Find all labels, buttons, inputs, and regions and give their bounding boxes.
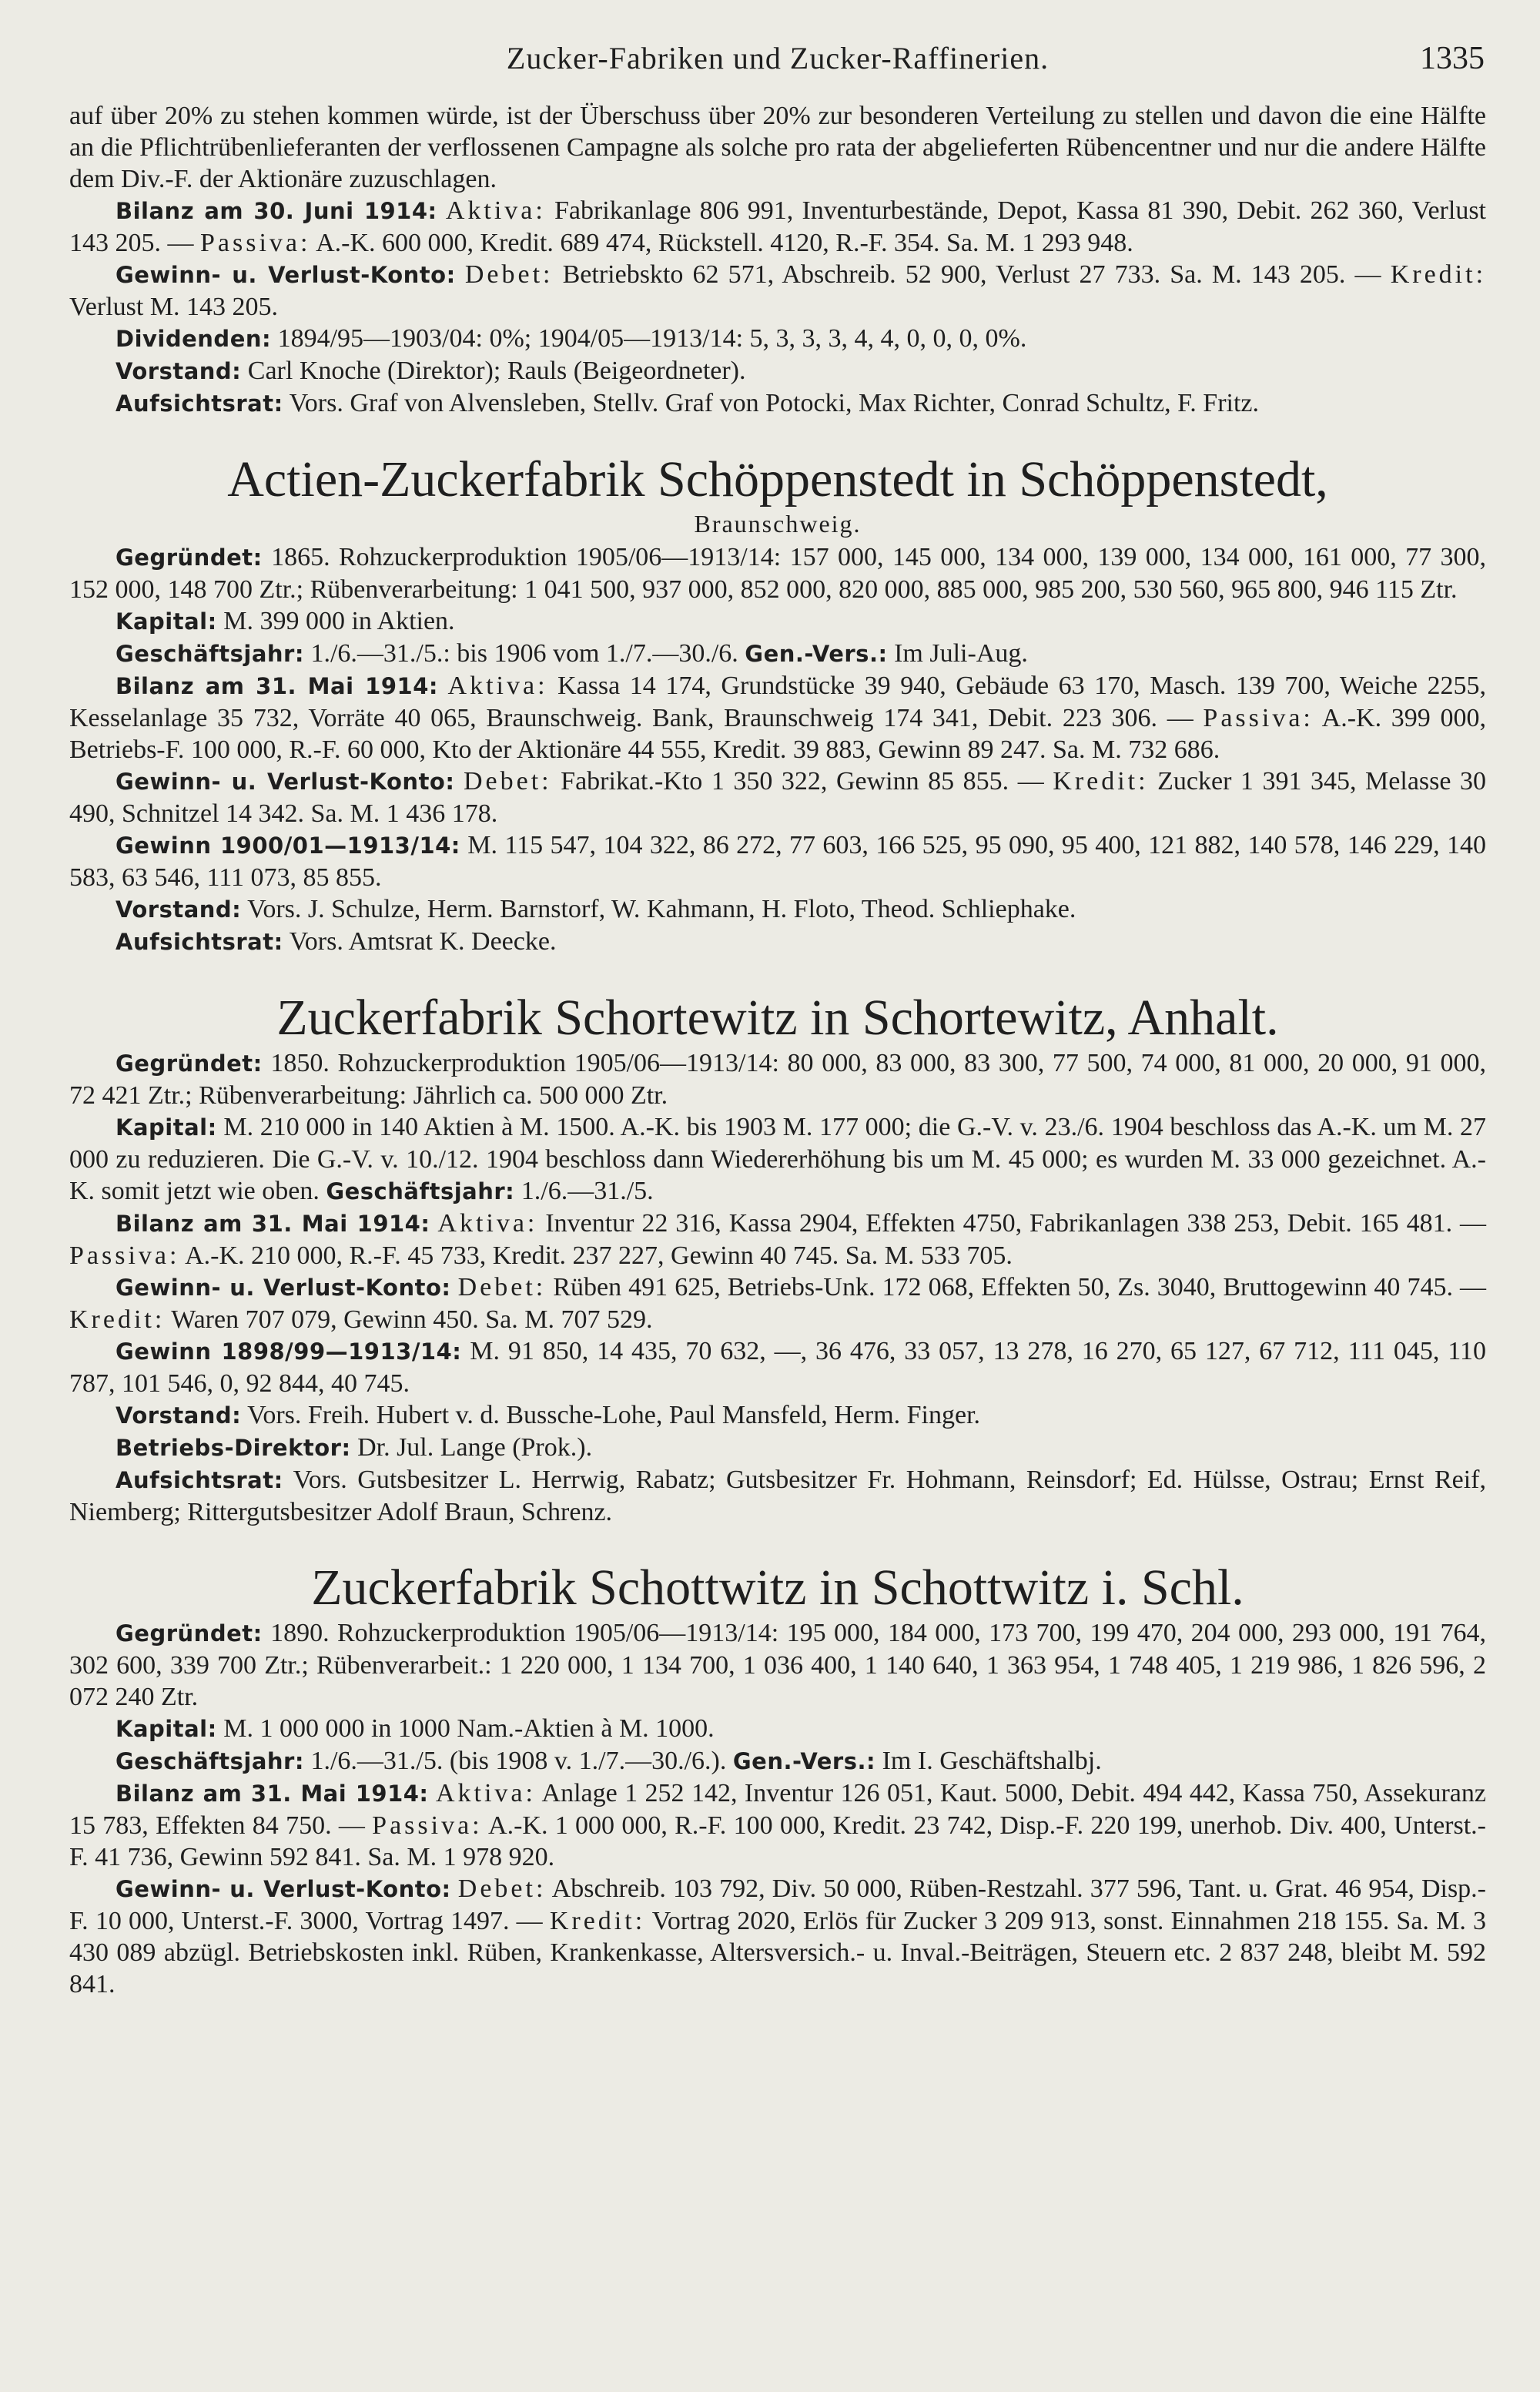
vorstand-label: Vorstand: [116,896,242,923]
running-title: Zucker-Fabriken und Zucker-Raffinerien. [506,41,1050,75]
kapital-label: Kapital: [116,1716,217,1742]
gegruendet-values: 1890. Rohzuckerproduktion 1905/06—1913/14: 195 000, 184 000, 173 700, 199 470, 204 000, 293 000, 191 764, 302 600, 339 700 Ztr.; Rübenverarbeit.: 1 220 000, 1 134 700, 1 036 400, 1 140 640, 1 363 954, 1 748 405, 1 219 986, 1 826 596, 2 072 240 Ztr. [69,1619,1486,1711]
passiva-label: Passiva: [69,1241,180,1270]
aufsichtsrat-values: Vors. Amtsrat K. Deecke. [283,927,557,956]
passiva-values: A.-K. 210 000, R.-F. 45 733, Kredit. 237 227, Gewinn 40 745. Sa. M. 533 705. [179,1241,1013,1270]
betriebsdirektor-paragraph [69,1432,1486,1464]
kredit-values: Zucker 1 391 345, Melasse 30 490, Schnitzel 14 342. Sa. M. 1 436 178. [69,767,1486,828]
company-title: Zuckerfabrik Schortewitz in Schortewitz, Anhalt. [276,990,1279,1046]
aktiva-values: Fabrikanlage 806 991, Inventurbestände, Depot, Kassa 81 390, Debit. 262 360, Verlust 143 205. — [69,196,1486,257]
gewinn-paragraph [69,829,1486,893]
vorstand-values: Vors. J. Schulze, Herm. Barnstorf, W. Kahmann, H. Floto, Theod. Schliephake. [241,895,1076,923]
kapital-values: M. 210 000 in 140 Aktien à M. 1500. A.-K. bis 1903 M. 177 000; die G.-V. v. 23./6. 1904 beschloss das A.-K. um M. 27 000 zu reduzieren. Die G.-V. v. 10./12. 1904 beschloss dann Wiedererhöhung bis um M. 45 000; es wurden M. 33 000 gezeichnet. A.-K. somit jetzt wie oben. [69,1113,1486,1205]
kredit-label: Kredit: [1390,260,1487,289]
kredit-label: Kredit: [1053,767,1149,796]
page-content [69,100,1486,2000]
geschaeftsjahr-label: Geschäftsjahr: [116,1748,304,1774]
debet-values: Rüben 491 625, Betriebs-Unk. 172 068, Effekten 50, Zs. 3040, Bruttogewinn 40 745. — [546,1273,1487,1302]
bilanz-paragraph [69,1777,1486,1873]
kredit-values: Vortrag 2020, Erlös für Zucker 3 209 913, sonst. Einnahmen 218 155. Sa. M. 3 430 089 abzügl. Betriebskosten inkl. Rüben, Krankenkasse, Altersversich.- u. Inval.-Beiträgen, Steuern etc. 2 837 248, bleibt M. 592 841. [69,1907,1486,1998]
genvers-label: Gen.-Vers.: [732,1748,876,1774]
bilanz-label: Bilanz am 30. Juni 1914: [116,198,437,224]
genvers-values: Im Juli-Aug. [887,639,1028,668]
gegruendet-paragraph [69,541,1486,605]
debet-label: Debet: [464,260,554,289]
passiva-values: A.-K. 600 000, Kredit. 689 474, Rückstell. 4120, R.-F. 354. Sa. M. 1 293 948. [310,229,1133,257]
geschaeftsjahr-paragraph [69,1745,1486,1777]
debet-label: Debet: [457,1273,547,1302]
gewinn-label: Gewinn 1900/01—1913/14: [116,833,460,859]
guv-paragraph [69,259,1486,323]
bilanz-paragraph [69,195,1486,259]
company-section-schoeppenstedt [69,451,1486,958]
geschaeftsjahr-values: 1./6.—31./5. [514,1177,654,1205]
aktiva-values: Inventur 22 316, Kassa 2904, Effekten 4750, Fabrikanlagen 338 253, Debit. 165 481. — [537,1209,1486,1238]
guv-paragraph [69,766,1486,829]
aktiva-label: Aktiva: [437,1209,538,1238]
kapital-label: Kapital: [116,1114,217,1141]
kredit-label: Kredit: [69,1305,166,1334]
aktiva-label: Aktiva: [445,196,546,225]
aufsichtsrat-paragraph [69,387,1486,420]
guv-paragraph [69,1271,1486,1335]
genvers-label: Gen.-Vers.: [745,641,888,667]
vorstand-values: Vors. Freih. Hubert v. d. Bussche-Lohe, Paul Mansfeld, Herm. Finger. [241,1401,981,1429]
kredit-label: Kredit: [549,1907,646,1935]
gegruendet-paragraph [69,1047,1486,1111]
bilanz-label: Bilanz am 31. Mai 1914: [116,673,438,699]
aufsichtsrat-label: Aufsichtsrat: [116,390,283,417]
debet-label: Debet: [457,1874,547,1903]
guv-paragraph [69,1873,1486,2000]
debet-label: Debet: [464,767,552,796]
kapital-paragraph [69,1111,1486,1208]
gegruendet-paragraph [69,1617,1486,1713]
genvers-values: Im I. Geschäftshalbj. [875,1747,1102,1775]
gegruendet-label: Gegründet: [116,544,263,571]
aktiva-values: Anlage 1 252 142, Inventur 126 051, Kaut. 5000, Debit. 494 442, Kassa 750, Assekuranz 15 783, Effekten 84 750. — [69,1779,1486,1840]
gewinn-values: M. 91 850, 14 435, 70 632, —, 36 476, 33 057, 13 278, 16 270, 65 127, 67 712, 111 045, 110 787, 101 546, 0, 92 844, 40 745. [69,1337,1486,1398]
aufsichtsrat-label: Aufsichtsrat: [116,1467,283,1493]
aufsichtsrat-values: Vors. Graf von Alvensleben, Stellv. Graf von Potocki, Max Richter, Conrad Schultz, F. Fritz. [283,389,1259,417]
betriebsdirektor-label: Betriebs-Direktor: [116,1435,351,1461]
debet-values: Abschreib. 103 792, Div. 50 000, Rüben-Restzahl. 377 596, Tant. u. Grat. 46 954, Disp.-F. 10 000, Unterst.-F. 3000, Vortrag 1497. — [69,1874,1487,1935]
geschaeftsjahr-paragraph [69,638,1486,670]
vorstand-values: Carl Knoche (Direktor); Rauls (Beigeordneter). [241,357,746,385]
company-title: Actien-Zuckerfabrik Schöppenstedt in Schöppenstedt, [227,451,1328,508]
vorstand-paragraph [69,355,1486,387]
guv-label: Gewinn- u. Verlust-Konto: [116,1275,451,1301]
continuation-paragraph: auf über 20% zu stehen kommen würde, ist der Überschuss über 20% zur besonderen Verteilung zu stellen und davon die eine Hälfte an die Pflichtrübenlieferanten der verflossenen Campagne als solche pro rata der abgelieferten Rübencentner und nur die andere Hälfte dem Div.-F. der Aktionäre zuzuschlagen. [69,102,1486,193]
vorstand-paragraph [69,893,1486,926]
bilanz-paragraph [69,1208,1486,1271]
passiva-label: Passiva: [200,229,311,257]
guv-label: Gewinn- u. Verlust-Konto: [116,262,456,288]
bilanz-label: Bilanz am 31. Mai 1914: [116,1211,430,1237]
passiva-label: Passiva: [1203,704,1314,732]
bilanz-paragraph [69,670,1486,766]
betriebsdirektor-values: Dr. Jul. Lange (Prok.). [350,1433,593,1462]
aktiva-label: Aktiva: [435,1779,536,1807]
previous-company-section [69,100,1486,420]
dividenden-paragraph [69,323,1486,355]
geschaeftsjahr-label: Geschäftsjahr: [326,1178,515,1204]
aufsichtsrat-paragraph [69,926,1486,958]
company-subtitle: Braunschweig. [694,510,862,538]
guv-label: Gewinn- u. Verlust-Konto: [116,769,455,795]
gegruendet-values: 1865. Rohzuckerproduktion 1905/06—1913/14: 157 000, 145 000, 134 000, 139 000, 134 000, 161 000, 77 300, 152 000, 148 700 Ztr.; Rübenverarbeitung: 1 041 500, 937 000, 852 000, 820 000, 885 000, 985 200, 530 560, 965 800, 946 115 Ztr. [69,543,1486,604]
company-section-schottwitz [69,1559,1486,2000]
page-number: 1335 [1420,41,1485,76]
running-head [69,40,1486,86]
debet-values: Betriebskto 62 571, Abschreib. 52 900, Verlust 27 733. Sa. M. 143 205. — [553,260,1391,289]
guv-label: Gewinn- u. Verlust-Konto: [116,1876,451,1902]
bilanz-label: Bilanz am 31. Mai 1914: [116,1781,429,1807]
company-title: Zuckerfabrik Schottwitz in Schottwitz i. Schl. [311,1559,1244,1616]
aufsichtsrat-values: Vors. Gutsbesitzer L. Herrwig, Rabatz; Gutsbesitzer Fr. Hohmann, Reinsdorf; Ed. Hülsse, Ostrau; Ernst Reif, Niemberg; Rittergutsbesitzer Adolf Braun, Schrenz. [69,1466,1486,1526]
passiva-values: A.-K. 399 000, Betriebs-F. 100 000, R.-F. 60 000, Kto der Aktionäre 44 555, Kredit. 39 883, Gewinn 89 247. Sa. M. 732 686. [69,704,1486,764]
dividenden-values: 1894/95—1903/04: 0%; 1904/05—1913/14: 5, 3, 3, 3, 4, 4, 0, 0, 0, 0%. [271,324,1027,353]
kredit-values: Waren 707 079, Gewinn 450. Sa. M. 707 529. [165,1305,653,1334]
gegruendet-label: Gegründet: [116,1620,263,1647]
dividenden-label: Dividenden: [116,326,272,352]
gewinn-label: Gewinn 1898/99—1913/14: [116,1338,462,1365]
debet-values: Fabrikat.-Kto 1 350 322, Gewinn 85 855. — [551,767,1053,796]
gewinn-paragraph [69,1335,1486,1399]
vorstand-paragraph [69,1399,1486,1432]
kredit-values: Verlust M. 143 205. [69,293,279,321]
aktiva-values: Kassa 14 174, Grundstücke 39 940, Gebäude 63 170, Masch. 139 700, Weiche 2255, Kesselanlage 35 732, Vorräte 40 065, Braunschweig. Bank, Braunschweig 174 341, Debit. 223 306. — [69,672,1486,732]
gegruendet-values: 1850. Rohzuckerproduktion 1905/06—1913/14: 80 000, 83 000, 83 300, 77 500, 74 000, 81 000, 20 000, 91 000, 72 421 Ztr.; Rübenverarbeitung: Jährlich ca. 500 000 Ztr. [69,1049,1486,1110]
kapital-values: M. 399 000 in Aktien. [216,607,455,635]
aufsichtsrat-label: Aufsichtsrat: [116,929,283,955]
passiva-values: A.-K. 1 000 000, R.-F. 100 000, Kredit. 23 742, Disp.-F. 220 199, unerhob. Div. 400, Unterst.-F. 41 736, Gewinn 592 841. Sa. M. 1 978 920. [69,1811,1486,1871]
geschaeftsjahr-values: 1./6.—31./5. (bis 1908 v. 1./7.—30./6.). [303,1747,733,1775]
geschaeftsjahr-label: Geschäftsjahr: [116,641,304,667]
geschaeftsjahr-values: 1./6.—31./5.: bis 1906 vom 1./7.—30./6. [303,639,745,668]
vorstand-label: Vorstand: [116,1402,242,1429]
passiva-label: Passiva: [372,1811,483,1840]
vorstand-label: Vorstand: [116,358,242,384]
kapital-label: Kapital: [116,608,217,635]
company-section-schortewitz [69,989,1486,1528]
aktiva-label: Aktiva: [447,672,548,700]
gewinn-values: M. 115 547, 104 322, 86 272, 77 603, 166 525, 95 090, 95 400, 121 882, 140 578, 146 229, 140 583, 63 546, 111 073, 85 855. [69,831,1486,892]
kapital-paragraph [69,1713,1486,1745]
gegruendet-label: Gegründet: [116,1050,263,1077]
kapital-paragraph [69,605,1486,638]
aufsichtsrat-paragraph [69,1464,1486,1528]
kapital-values: M. 1 000 000 in 1000 Nam.-Aktien à M. 1000. [216,1714,715,1743]
